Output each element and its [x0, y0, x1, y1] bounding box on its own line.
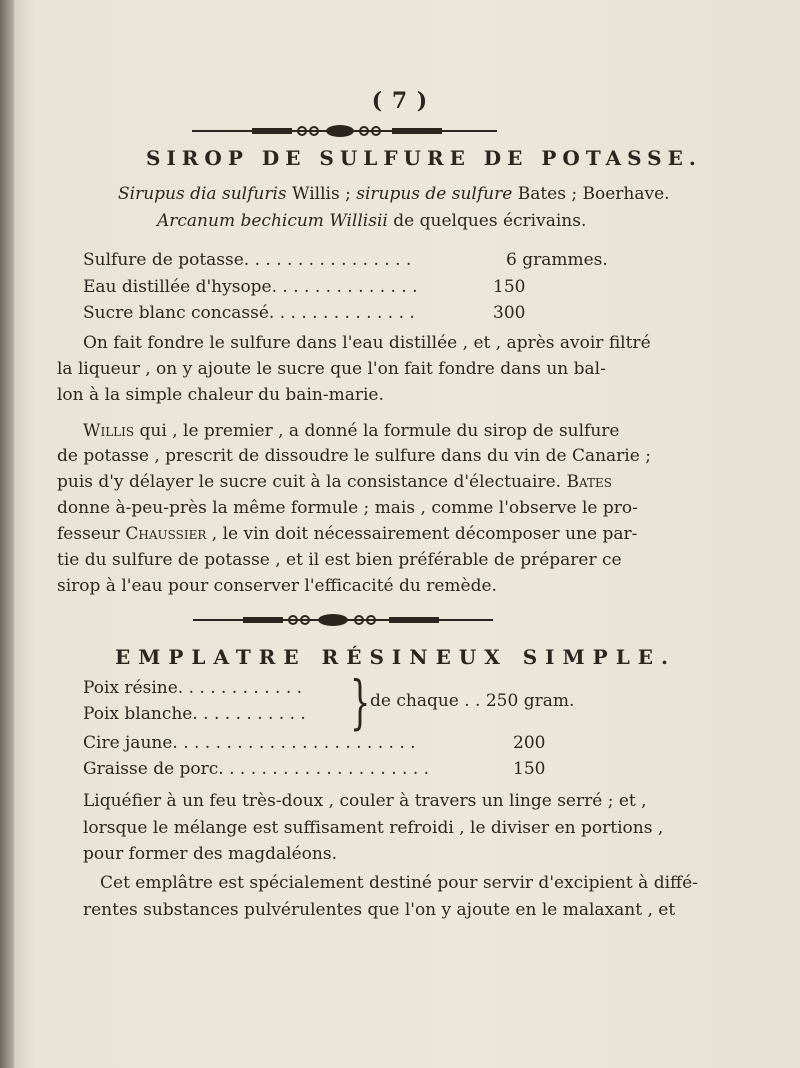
paragraph-line: tie du sulfure de potasse , et il est bien préférable de préparer ce	[57, 550, 622, 570]
paragraph-line: la liqueur , on y ajoute le sucre que l'on fait fondre dans un bal-	[57, 359, 606, 379]
synonyms-line-2	[157, 211, 586, 231]
author-name-willis: Willis	[83, 421, 135, 441]
author-name-bates: Bates	[566, 472, 612, 492]
paragraph-line: donne à-peu-près la même formule ; mais , comme l'observe le pro-	[57, 498, 638, 518]
ingredient-row: Sulfure de potasse. . . . . . . . . . . . . . . .	[83, 250, 412, 270]
synonym-author-2: Bates ; Boerhave.	[512, 184, 670, 204]
ingredient-row: Sucre blanc concassé. . . . . . . . . . . . . .	[83, 303, 415, 323]
page-number: ( 7 )	[371, 88, 429, 114]
synonym-latin-1: Sirupus dia sulfuris	[118, 184, 287, 204]
author-name-chaussier: Chaussier	[125, 524, 207, 544]
synonym-author-1: Willis ;	[286, 184, 357, 204]
ingredient-qty: 150	[513, 759, 546, 779]
synonyms-line-1	[118, 184, 670, 204]
paragraph-line	[57, 524, 637, 544]
paragraph-line: rentes substances pulvérulentes que l'on y ajoute en le malaxant , et	[83, 900, 676, 920]
ornamental-rule-top	[192, 124, 497, 138]
ingredient-qty: 150	[493, 277, 526, 297]
line-text: fesseur	[57, 524, 126, 544]
paragraph-line	[83, 421, 619, 441]
section-title-emplatre: EMPLATRE RÉSINEUX SIMPLE.	[115, 645, 676, 669]
line-text: puis d'y délayer le sucre cuit à la consistance d'électuaire.	[57, 472, 567, 492]
ingredient-qty: 6 grammes.	[506, 250, 608, 270]
paragraph-line: lorsque le mélange est suffisament refroidi , le diviser en portions ,	[83, 818, 664, 838]
paragraph-line: pour former des magdaléons.	[83, 844, 337, 864]
synonym-latin-2: sirupus de sulfure	[356, 184, 513, 204]
ingredient-qty: 200	[513, 733, 546, 753]
paragraph-line: de potasse , prescrit de dissoudre le sulfure dans du vin de Canarie ;	[57, 446, 651, 466]
synonym-latin-3: Arcanum bechicum Willisii	[157, 211, 388, 231]
braced-quantity: de chaque . . 250 gram.	[370, 691, 575, 711]
line-text: qui , le premier , a donné la formule du sirop de sulfure	[134, 421, 620, 441]
ingredient-row: Poix résine. . . . . . . . . . . .	[83, 678, 303, 698]
ingredient-row: Graisse de porc. . . . . . . . . . . . . . . . . . . .	[83, 759, 430, 779]
paragraph-line: lon à la simple chaleur du bain-marie.	[57, 385, 384, 405]
line-text: , le vin doit nécessairement décomposer une par-	[206, 524, 638, 544]
brace-symbol: }	[350, 668, 371, 736]
page-gutter	[0, 0, 14, 1068]
ingredient-row: Cire jaune. . . . . . . . . . . . . . . . . . . . . . .	[83, 733, 416, 753]
ingredient-row: Eau distillée d'hysope. . . . . . . . . . . . . .	[83, 277, 418, 297]
paragraph-line: Cet emplâtre est spécialement destiné pour servir d'excipient à diffé-	[100, 873, 698, 893]
paragraph-line	[57, 472, 612, 492]
synonym-author-3: de quelques écrivains.	[387, 211, 587, 231]
paragraph-line: sirop à l'eau pour conserver l'efficacité du remède.	[57, 576, 497, 596]
ingredient-qty: 300	[493, 303, 526, 323]
paragraph-line: Liquéfier à un feu très-doux , couler à travers un linge serré ; et ,	[83, 791, 647, 811]
section-title-sirop: SIROP DE SULFURE DE POTASSE.	[146, 146, 702, 170]
ingredient-row: Poix blanche. . . . . . . . . . .	[83, 704, 306, 724]
paragraph-line: On fait fondre le sulfure dans l'eau distillée , et , après avoir filtré	[83, 333, 651, 353]
ornamental-rule-middle	[193, 613, 493, 627]
